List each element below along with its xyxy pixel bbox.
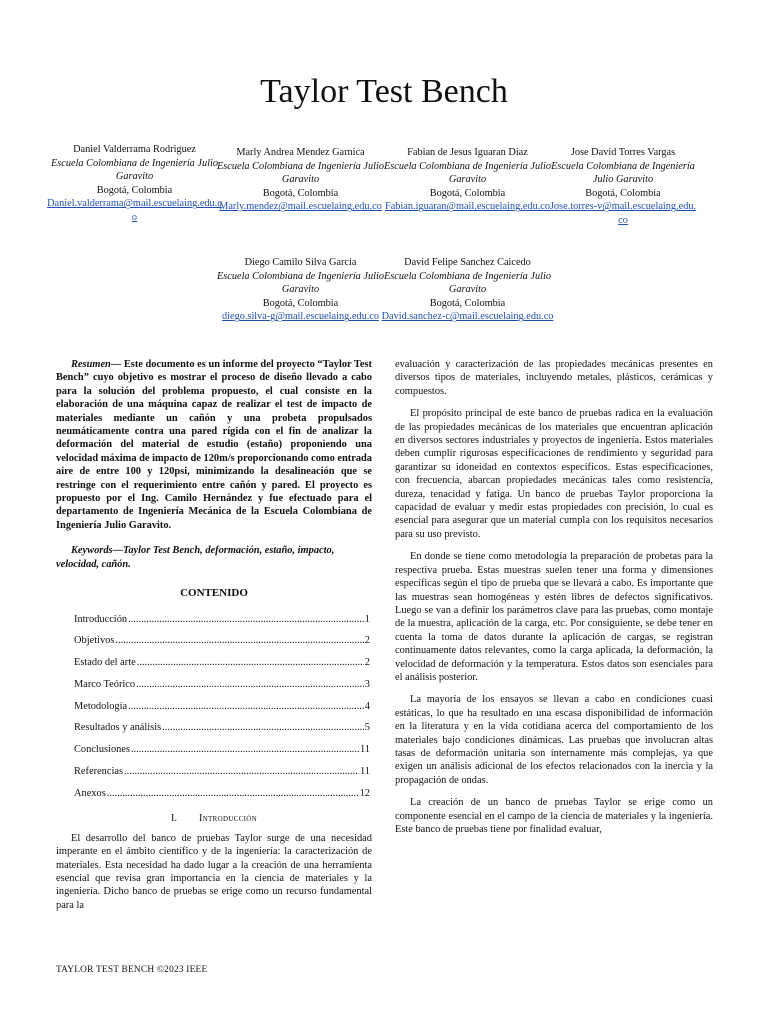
author-name: Jose David Torres Vargas [570,147,676,158]
toc-leader [124,765,359,778]
toc-item[interactable] [74,656,370,669]
toc-item[interactable] [74,743,370,756]
body-paragraph: El desarrollo del banco de pruebas Taylor surge de una necesidad imperante en el ámbito científico y de la ingeniería: la caracterización de materiales. Esta necesidad ha dado lugar a la creación de una herramienta esencial que revisa gran importancia en la ciencia de materiales y la ingeniería. Dicho banco de pruebas se erige como un recurso fundamental para la [56,832,372,911]
toc-leader [162,721,364,734]
toc-label: Resultados y análisis [74,722,162,734]
author-location: Bogotá, Colombia [429,297,506,309]
author-location: Bogotá, Colombia [262,297,339,309]
table-of-contents [56,613,372,801]
toc-page: 3 [364,678,370,690]
toc-leader [115,634,363,647]
abstract-lead: Resumen— [71,359,122,370]
toc-page: 12 [359,787,370,799]
toc-leader [107,787,359,800]
toc-item[interactable] [74,787,370,800]
author-block [380,146,555,214]
author-block [213,256,388,324]
author-location: Bogotá, Colombia [96,184,173,196]
toc-label: Referencias [74,766,124,778]
author-affiliation: Escuela Colombiana de Ingeniería Julio Garavito [216,270,384,296]
toc-item[interactable] [74,613,370,626]
toc-label: Anexos [74,787,106,799]
body-paragraph: El propósito principal de este banco de pruebas radica en la evaluación de las propiedades mecánicas de los materiales que encuentran aplicación en diversos sectores industriales y proyectos de ingeniería. Estos materiales deben cumplir rigurosas especificaciones de rendimiento y seguridad para garantizar su idoneidad en contextos específicos. Estas especificaciones, con frecuencia, abarcan propiedades mecánicas tales como resistencia, dureza, tenacidad y fatiga. Un banco de pruebas Taylor proporciona la capacidad de evaluar y medir estas propiedades con precisión, lo cual es esencial para asegurar que un material cumpla con los requisitos necesarios para su uso previsto. [395,408,713,540]
toc-page: 5 [364,722,370,734]
toc-page: 11 [359,744,370,756]
abstract [56,358,372,532]
toc-item[interactable] [74,678,370,691]
toc-page: 4 [364,700,370,712]
toc-item[interactable] [74,700,370,713]
author-email-link[interactable]: Daniel.valderrama@mail.escuelaing.edu.co [47,198,222,223]
section-title: Introducción [199,813,257,825]
author-block [213,146,388,214]
toc-label: Metodología [74,700,128,712]
toc-label: Marco Teórico [74,678,136,690]
right-column [395,358,713,845]
author-affiliation: Escuela Colombiana de Ingeniería Julio Garavito [383,270,551,296]
author-name: David Felipe Sanchez Caicedo [404,257,531,268]
author-location: Bogotá, Colombia [429,187,506,199]
toc-page: 1 [364,613,370,625]
toc-label: Introducción [74,613,128,625]
author-email-link[interactable]: Fabian.iguaran@mail.escuelaing.edu.co [384,201,551,213]
toc-leader [128,613,364,626]
author-name: Fabian de Jesus Iguaran Diaz [407,147,528,158]
section-heading [56,812,372,825]
body-paragraph: La mayoría de los ensayos se llevan a cabo en condiciones cuasi estáticas, lo que ha resultado en una escasa disponibilidad de información en la literatura y en la vida cotidiana acerca del comportamiento de los materiales bajo condiciones dinámicas. Las pruebas que involucran altas tasas de deformación unitaria son internamente más complejas, ya que exigen un análisis adicional de los efectos relacionados con la inercia y la propagación de ondas. [395,694,713,786]
author-affiliation: Escuela Colombiana de Ingeniería Julio Garavito [551,160,695,186]
author-affiliation: Escuela Colombiana de Ingeniería Julio Garavito [50,157,218,183]
toc-page: 11 [359,766,370,778]
paper-title: Taylor Test Bench [260,73,508,110]
toc-item[interactable] [74,634,370,647]
toc-item[interactable] [74,765,370,778]
author-email-link[interactable]: Marly.mendez@mail.escuelaing.edu.co [219,201,382,213]
toc-label: Conclusiones [74,744,130,756]
author-name: Marly Andrea Mendez Garnica [236,147,365,158]
toc-leader [131,743,359,756]
author-block [47,143,222,225]
toc-page: 2 [364,635,370,647]
toc-title: CONTENIDO [180,587,248,600]
body-paragraph: En donde se tiene como metodología la preparación de probetas para la respectiva prueba. Estas muestras suelen tener una forma y dimensiones específicas según el tipo de prueba que se llevará a cabo. Es importante que las muestras sean homogéneas y estén libres de defectos significativos. Luego se van a definir los parámetros clave para las pruebas, como montaje de la muestra, aplicación de la carga, etc. Por consiguiente, se debe tener en cuenta la toma de datos durante la aplicación de cargas, se registran continuamente datos relevantes, como la carga aplicada, la deformación, la velocidad de deformación y la temperatura. Estos datos son esenciales para el análisis posterior. [395,551,713,683]
toc-leader [128,700,364,713]
author-email-link[interactable]: Jose.torres-v@mail.escuelaing.edu.co [549,201,697,226]
author-block [380,256,555,324]
author-affiliation: Escuela Colombiana de Ingeniería Julio Garavito [216,160,384,186]
author-email-link[interactable]: diego.silva-g@mail.escuelaing.edu.co [221,311,380,323]
left-column [56,358,372,912]
author-location: Bogotá, Colombia [585,187,661,199]
body-paragraph: La creación de un banco de pruebas Taylor se erige como un componente esencial en el campo de la ciencia de materiales y la ingeniería. Este banco de pruebas tiene por finalidad evaluar, [395,797,713,835]
toc-label: Objetivos [74,635,115,647]
author-email-link[interactable]: David.sanchez-c@mail.escuelaing.edu.co [381,311,554,323]
toc-leader [136,678,364,691]
toc-item[interactable] [74,721,370,734]
author-block [548,146,698,228]
section-number: I. [171,813,177,825]
body-paragraph: evaluación y caracterización de las propiedades mecánicas presentes en diversos tipos de materiales, incluyendo metales, plásticos, cerámicas y compuestos. [395,359,713,397]
abstract-text: Este documento es un informe del proyecto “Taylor Test Bench” cuyo objetivo es mostrar el proceso de diseño llevado a cabo para la solución del problema propuesto, el cual consiste en la elaboración de una máquina capaz de realizar el test de impacto de materiales mediante un cañón y una probeta propulsados neumáticamente contra una pared rígida con el fin de analizar la deformación del material de estudio (estaño) proponiendo una velocidad máxima de impacto de 120m/s proporcionando como entrada aire de entre 100 y 120psi, minimizando la desalineación que se restringe con el requerimiento entre cañón y pared. El proyecto es propuesto por el Ing. Camilo Hernández y fue efectuado para el departamento de Ingeniería Mecánica de la Escuela Colombiana de Ingeniería Julio Garavito. [56,359,372,531]
author-location: Bogotá, Colombia [262,187,339,199]
toc-label: Estado del arte [74,657,136,669]
keywords: Keywords—Taylor Test Bench, deformación, estaño, impacto, velocidad, cañón. [56,545,335,570]
toc-leader [137,656,364,669]
author-name: Diego Camilo Silva Garcia [244,257,357,268]
author-name: Daniel Valderrama Rodriguez [73,144,196,155]
page-footer: TAYLOR TEST BENCH ©2023 IEEE [56,965,208,975]
author-affiliation: Escuela Colombiana de Ingeniería Julio Garavito [383,160,551,186]
toc-page: 2 [364,657,370,669]
